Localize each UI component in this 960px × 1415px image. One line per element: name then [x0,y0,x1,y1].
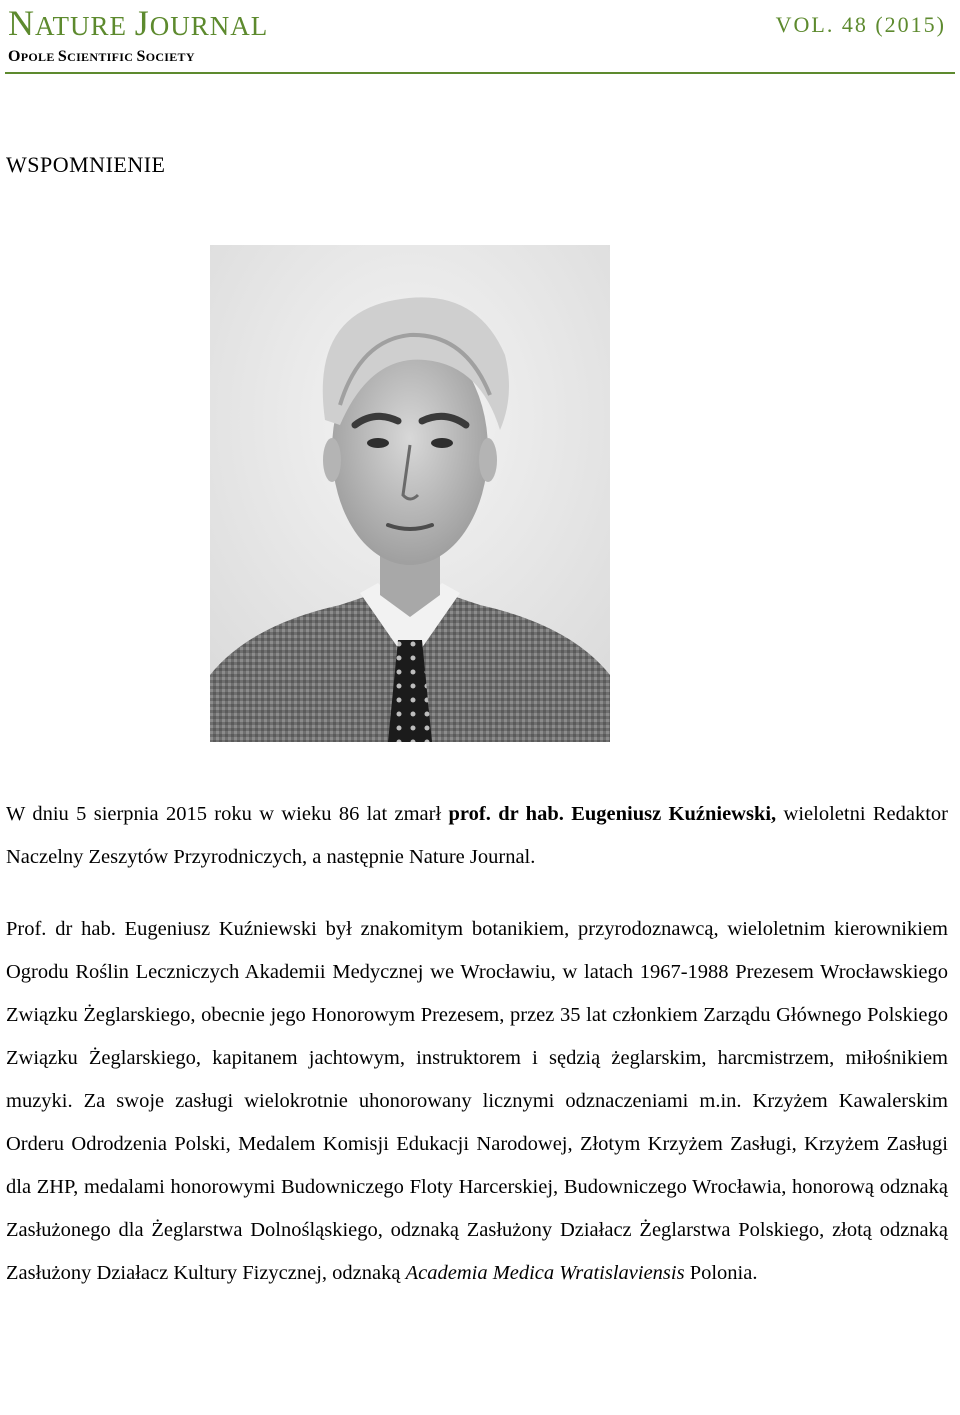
section-title: WSPOMNIENIE [6,152,166,177]
society-part-scientific: CIENTIFIC [67,50,137,64]
paragraph-intro [6,793,948,879]
header-divider [5,72,955,74]
society-cap-o: O [8,48,21,65]
journal-title [8,2,268,44]
volume-rest: OL. 48 (2015) [793,12,946,37]
volume-initial: V [775,12,794,37]
journal-title-initial-j: J [134,3,150,43]
biography-text-end: Polonia. [684,1262,758,1284]
paragraph-biography [6,908,948,1295]
biography-text: Prof. dr hab. Eugeniusz Kuźniewski był znakomitym botanikiem, przyrodoznawcą, wieloletnim kierownikiem Ogrodu Roślin Leczniczych Akademii Medycznej we Wrocławiu, w latach 1967-1988 Prezesem Wrocławskiego Związku Żeglarskiego, obecnie jego Honorowym Prezesem, przez 35 lat członkiem Zarządu Głównego Polskiego Związku Żeglarskiego, kapitanem jachtowym, instruktorem i sędzią żeglarskim, harcmistrzem, miłośnikiem muzyki. Za swoje zasługi wielokrotnie uhonorowany licznymi odznaczeniami m.in. Krzyżem Kawalerskim Orderu Odrodzenia Polski, Medalem Komisji Edukacji Narodowej, Złotym Krzyżem Zasługi, Krzyżem Zasługi dla ZHP, medalami honorowymi Budowniczego Floty Harcerskiej, Budowniczego Wrocławia, honorową odznaką Zasłużonego dla Żeglarstwa Dolnośląskiego, odznaką Zasłużony Działacz Żeglarstwa Polskiego, złotą odznaką Zasłużony Działacz Kultury Fizycznej, odznaką [6,918,948,1284]
journal-title-rest-nature: ATURE [35,11,135,41]
society-cap-s1: S [57,48,68,65]
volume-label [776,12,946,38]
journal-title-initial-n: N [8,3,35,43]
biography-italic-award: Academia Medica Wratislaviensis [405,1262,685,1284]
society-part-opole: POLE [20,50,58,64]
society-name [8,48,195,66]
intro-text-start: W dniu 5 sierpnia 2015 roku w wieku 86 lat zmarł [6,803,449,825]
society-part-society: OCIETY [145,50,195,64]
intro-text-end: wieloletni Redaktor Naczelny Zeszytów Przyrodniczych, a następnie Nature Journal. [6,803,949,868]
society-cap-s2: S [136,48,146,65]
journal-title-rest-journal: OURNAL [149,11,269,41]
portrait-photo [210,245,610,742]
portrait-illustration [210,245,610,742]
intro-name-bold: prof. dr hab. Eugeniusz Kuźniewski, [448,803,777,825]
